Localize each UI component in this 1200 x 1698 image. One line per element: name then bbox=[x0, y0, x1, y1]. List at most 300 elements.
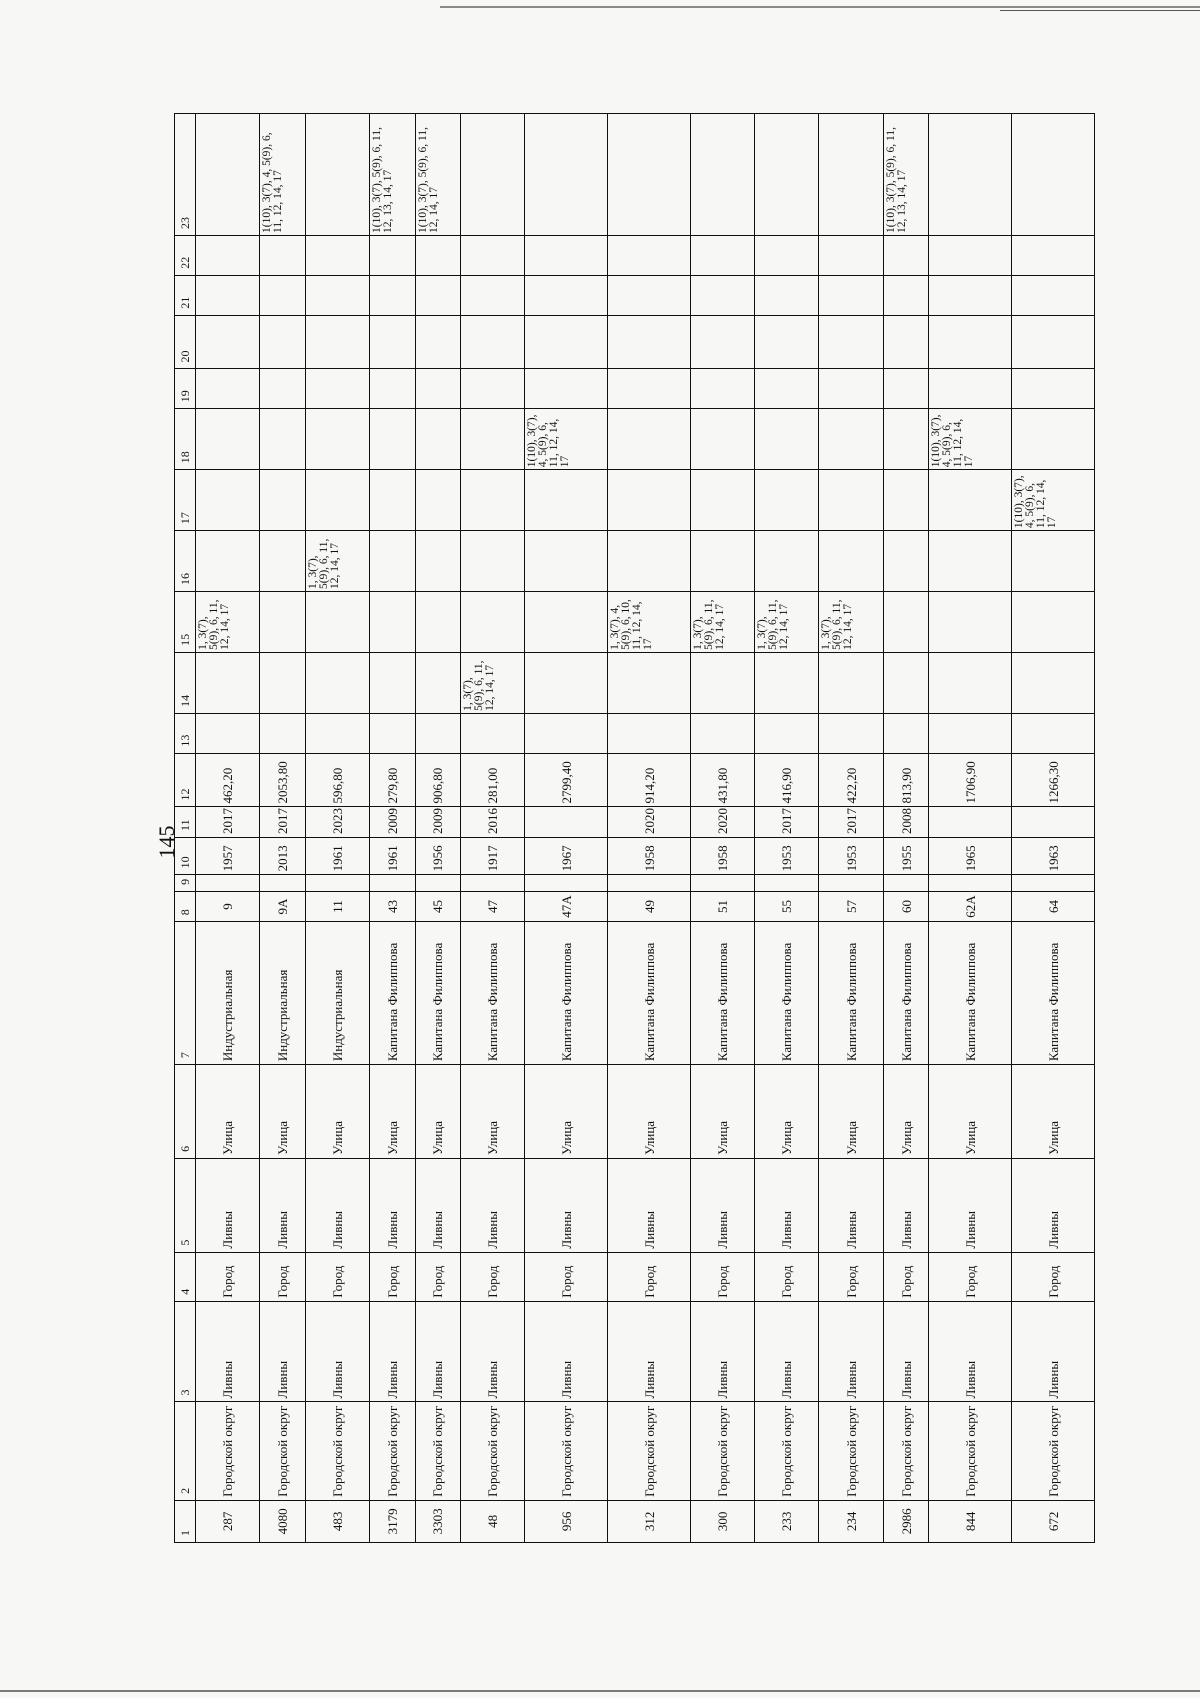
cell-c17 bbox=[819, 470, 883, 531]
cell-c20 bbox=[370, 315, 416, 369]
cell-settlement_type: Город bbox=[1012, 1252, 1095, 1301]
column-header-19: 19 bbox=[175, 369, 196, 409]
cell-c23 bbox=[608, 114, 691, 236]
table-row bbox=[260, 114, 306, 1543]
cell-c14 bbox=[415, 652, 461, 713]
cell-street_type: Улица bbox=[370, 1065, 416, 1159]
cell-c16 bbox=[461, 531, 525, 592]
cell-c9 bbox=[305, 875, 369, 891]
cell-city: Ливны bbox=[608, 1301, 691, 1402]
cell-c14 bbox=[196, 652, 260, 713]
cell-settlement_type: Город bbox=[755, 1252, 819, 1301]
cell-c17 bbox=[305, 470, 369, 531]
cell-c11: 2023 bbox=[305, 807, 369, 837]
cell-c20 bbox=[525, 315, 608, 369]
cell-district: Городской округ bbox=[691, 1402, 755, 1500]
cell-c19 bbox=[1012, 369, 1095, 409]
header-row bbox=[175, 114, 196, 1543]
cell-district: Городской округ bbox=[608, 1402, 691, 1500]
cell-house: 11 bbox=[305, 891, 369, 921]
cell-c11 bbox=[929, 807, 1012, 837]
cell-house: 43 bbox=[370, 891, 416, 921]
cell-street: Капитана Филиппова bbox=[415, 922, 461, 1065]
cell-c16 bbox=[929, 531, 1012, 592]
cell-c12: 1706,90 bbox=[929, 753, 1012, 807]
cell-settlement: Ливны bbox=[196, 1158, 260, 1252]
cell-id: 287 bbox=[196, 1500, 260, 1542]
cell-c13 bbox=[461, 713, 525, 753]
cell-district: Городской округ bbox=[260, 1402, 306, 1500]
cell-c21 bbox=[1012, 275, 1095, 315]
cell-c15 bbox=[461, 592, 525, 653]
cell-c12: 431,80 bbox=[691, 753, 755, 807]
column-header-21: 21 bbox=[175, 275, 196, 315]
cell-settlement_type: Город bbox=[461, 1252, 525, 1301]
cell-street_type: Улица bbox=[196, 1065, 260, 1159]
table-row bbox=[305, 114, 369, 1543]
cell-c14 bbox=[370, 652, 416, 713]
table-row bbox=[196, 114, 260, 1543]
cell-street_type: Улица bbox=[525, 1065, 608, 1159]
cell-c10: 1953 bbox=[755, 837, 819, 874]
cell-c18 bbox=[196, 409, 260, 470]
cell-c19 bbox=[525, 369, 608, 409]
cell-c15 bbox=[1012, 592, 1095, 653]
cell-c11: 2016 bbox=[461, 807, 525, 837]
column-header-5: 5 bbox=[175, 1158, 196, 1252]
cell-street_type: Улица bbox=[819, 1065, 883, 1159]
cell-street_type: Улица bbox=[260, 1065, 306, 1159]
cell-house: 64 bbox=[1012, 891, 1095, 921]
cell-c16: 1, 3(7), 5(9), 6, 11, 12, 14, 17 bbox=[305, 531, 369, 592]
column-header-6: 6 bbox=[175, 1065, 196, 1159]
cell-district: Городской округ bbox=[755, 1402, 819, 1500]
cell-street: Капитана Филиппова bbox=[755, 922, 819, 1065]
scan-edge-bottom bbox=[0, 1690, 1200, 1692]
cell-c13 bbox=[305, 713, 369, 753]
cell-id: 4080 bbox=[260, 1500, 306, 1542]
cell-c16 bbox=[691, 531, 755, 592]
table-row bbox=[370, 114, 416, 1543]
table-row bbox=[608, 114, 691, 1543]
cell-street: Капитана Филиппова bbox=[1012, 922, 1095, 1065]
cell-c15 bbox=[525, 592, 608, 653]
cell-c15 bbox=[929, 592, 1012, 653]
cell-city: Ливны bbox=[461, 1301, 525, 1402]
cell-street: Капитана Филиппова bbox=[525, 922, 608, 1065]
cell-c22 bbox=[461, 235, 525, 275]
cell-c9 bbox=[525, 875, 608, 891]
cell-c10: 1956 bbox=[415, 837, 461, 874]
cell-c17 bbox=[415, 470, 461, 531]
column-header-12: 12 bbox=[175, 753, 196, 807]
cell-house: 49 bbox=[608, 891, 691, 921]
cell-c13 bbox=[525, 713, 608, 753]
cell-c15: 1, 3(7), 5(9), 6, 11, 12, 14, 17 bbox=[755, 592, 819, 653]
cell-street: Капитана Филиппова bbox=[819, 922, 883, 1065]
column-header-18: 18 bbox=[175, 409, 196, 470]
cell-street: Капитана Филиппова bbox=[691, 922, 755, 1065]
cell-c11: 2008 bbox=[883, 807, 929, 837]
cell-settlement: Ливны bbox=[461, 1158, 525, 1252]
cell-street_type: Улица bbox=[883, 1065, 929, 1159]
cell-c10: 1961 bbox=[370, 837, 416, 874]
cell-c17 bbox=[691, 470, 755, 531]
cell-id: 48 bbox=[461, 1500, 525, 1542]
cell-district: Городской округ bbox=[819, 1402, 883, 1500]
cell-settlement: Ливны bbox=[305, 1158, 369, 1252]
cell-c17 bbox=[461, 470, 525, 531]
cell-district: Городской округ bbox=[929, 1402, 1012, 1500]
cell-district: Городской округ bbox=[1012, 1402, 1095, 1500]
cell-street_type: Улица bbox=[415, 1065, 461, 1159]
cell-c12: 906,80 bbox=[415, 753, 461, 807]
cell-c23: 1(10), 3(7), 5(9), 6, 11, 12, 13, 14, 17 bbox=[370, 114, 416, 236]
cell-c20 bbox=[1012, 315, 1095, 369]
cell-street_type: Улица bbox=[691, 1065, 755, 1159]
cell-c23 bbox=[819, 114, 883, 236]
cell-settlement_type: Город bbox=[525, 1252, 608, 1301]
cell-city: Ливны bbox=[260, 1301, 306, 1402]
cell-c13 bbox=[1012, 713, 1095, 753]
cell-c21 bbox=[883, 275, 929, 315]
cell-c21 bbox=[260, 275, 306, 315]
cell-c22 bbox=[691, 235, 755, 275]
cell-c21 bbox=[691, 275, 755, 315]
cell-settlement: Ливны bbox=[260, 1158, 306, 1252]
cell-c10: 1958 bbox=[691, 837, 755, 874]
cell-street_type: Улица bbox=[461, 1065, 525, 1159]
cell-city: Ливны bbox=[305, 1301, 369, 1402]
cell-c9 bbox=[755, 875, 819, 891]
cell-c14 bbox=[691, 652, 755, 713]
cell-c19 bbox=[819, 369, 883, 409]
cell-c23 bbox=[525, 114, 608, 236]
cell-settlement: Ливны bbox=[929, 1158, 1012, 1252]
cell-c13 bbox=[415, 713, 461, 753]
cell-c13 bbox=[608, 713, 691, 753]
cell-c9 bbox=[1012, 875, 1095, 891]
cell-district: Городской округ bbox=[415, 1402, 461, 1500]
cell-c11: 2017 bbox=[196, 807, 260, 837]
cell-c10: 1917 bbox=[461, 837, 525, 874]
cell-c23: 1(10), 3(7), 5(9), 6, 11, 12, 14, 17 bbox=[415, 114, 461, 236]
cell-c19 bbox=[883, 369, 929, 409]
cell-c23 bbox=[305, 114, 369, 236]
cell-settlement_type: Город bbox=[196, 1252, 260, 1301]
cell-c11: 2017 bbox=[260, 807, 306, 837]
cell-c22 bbox=[608, 235, 691, 275]
cell-c18 bbox=[883, 409, 929, 470]
cell-c12: 2799,40 bbox=[525, 753, 608, 807]
cell-district: Городской округ bbox=[196, 1402, 260, 1500]
cell-c20 bbox=[461, 315, 525, 369]
column-header-2: 2 bbox=[175, 1402, 196, 1500]
cell-district: Городской округ bbox=[370, 1402, 416, 1500]
cell-c18: 1(10), 3(7), 4, 5(9), 6, 11, 12, 14, 17 bbox=[525, 409, 608, 470]
cell-street_type: Улица bbox=[608, 1065, 691, 1159]
cell-id: 312 bbox=[608, 1500, 691, 1542]
cell-settlement: Ливны bbox=[415, 1158, 461, 1252]
cell-c20 bbox=[883, 315, 929, 369]
cell-c16 bbox=[525, 531, 608, 592]
table-row bbox=[883, 114, 929, 1543]
cell-c18 bbox=[415, 409, 461, 470]
table-row bbox=[819, 114, 883, 1543]
cell-c15 bbox=[305, 592, 369, 653]
cell-c17: 1(10), 3(7), 4, 5(9), 6, 11, 12, 14, 17 bbox=[1012, 470, 1095, 531]
cell-house: 9 bbox=[196, 891, 260, 921]
cell-c19 bbox=[461, 369, 525, 409]
cell-id: 3179 bbox=[370, 1500, 416, 1542]
cell-house: 9А bbox=[260, 891, 306, 921]
cell-c21 bbox=[196, 275, 260, 315]
cell-c22 bbox=[1012, 235, 1095, 275]
cell-c10: 1965 bbox=[929, 837, 1012, 874]
cell-c11: 2020 bbox=[608, 807, 691, 837]
cell-c11: 2009 bbox=[415, 807, 461, 837]
column-header-10: 10 bbox=[175, 837, 196, 874]
cell-house: 47 bbox=[461, 891, 525, 921]
cell-street_type: Улица bbox=[1012, 1065, 1095, 1159]
cell-c19 bbox=[370, 369, 416, 409]
cell-id: 233 bbox=[755, 1500, 819, 1542]
cell-c22 bbox=[196, 235, 260, 275]
cell-c16 bbox=[415, 531, 461, 592]
cell-district: Городской округ bbox=[525, 1402, 608, 1500]
cell-c17 bbox=[196, 470, 260, 531]
column-header-11: 11 bbox=[175, 807, 196, 837]
cell-c16 bbox=[883, 531, 929, 592]
cell-c9 bbox=[819, 875, 883, 891]
cell-c10: 1953 bbox=[819, 837, 883, 874]
cell-c17 bbox=[883, 470, 929, 531]
cell-c18 bbox=[755, 409, 819, 470]
column-header-4: 4 bbox=[175, 1252, 196, 1301]
cell-district: Городской округ bbox=[883, 1402, 929, 1500]
cell-city: Ливны bbox=[415, 1301, 461, 1402]
cell-c13 bbox=[755, 713, 819, 753]
cell-settlement_type: Город bbox=[305, 1252, 369, 1301]
cell-c13 bbox=[370, 713, 416, 753]
cell-c17 bbox=[260, 470, 306, 531]
cell-c9 bbox=[608, 875, 691, 891]
column-header-16: 16 bbox=[175, 531, 196, 592]
cell-c22 bbox=[260, 235, 306, 275]
cell-settlement: Ливны bbox=[608, 1158, 691, 1252]
cell-c18 bbox=[1012, 409, 1095, 470]
cell-c15: 1, 3(7), 5(9), 6, 11, 12, 14, 17 bbox=[691, 592, 755, 653]
cell-c22 bbox=[305, 235, 369, 275]
cell-city: Ливны bbox=[1012, 1301, 1095, 1402]
table-body bbox=[196, 114, 1095, 1543]
cell-id: 956 bbox=[525, 1500, 608, 1542]
table-row bbox=[755, 114, 819, 1543]
cell-id: 2986 bbox=[883, 1500, 929, 1542]
cell-c14 bbox=[260, 652, 306, 713]
cell-street: Индустриальная bbox=[260, 922, 306, 1065]
cell-settlement: Ливны bbox=[755, 1158, 819, 1252]
housing-register-table bbox=[174, 113, 1095, 1543]
cell-c17 bbox=[755, 470, 819, 531]
cell-c14 bbox=[305, 652, 369, 713]
cell-c21 bbox=[525, 275, 608, 315]
cell-settlement: Ливны bbox=[1012, 1158, 1095, 1252]
cell-city: Ливны bbox=[883, 1301, 929, 1402]
cell-settlement_type: Город bbox=[608, 1252, 691, 1301]
cell-id: 300 bbox=[691, 1500, 755, 1542]
cell-id: 672 bbox=[1012, 1500, 1095, 1542]
cell-c14 bbox=[755, 652, 819, 713]
cell-c16 bbox=[755, 531, 819, 592]
cell-street_type: Улица bbox=[305, 1065, 369, 1159]
column-header-8: 8 bbox=[175, 891, 196, 921]
cell-c12: 914,20 bbox=[608, 753, 691, 807]
cell-c20 bbox=[305, 315, 369, 369]
cell-c10: 1961 bbox=[305, 837, 369, 874]
cell-house: 47А bbox=[525, 891, 608, 921]
column-header-20: 20 bbox=[175, 315, 196, 369]
cell-c22 bbox=[819, 235, 883, 275]
cell-c10: 1963 bbox=[1012, 837, 1095, 874]
cell-c19 bbox=[305, 369, 369, 409]
cell-c20 bbox=[755, 315, 819, 369]
cell-c14: 1, 3(7), 5(9), 6, 11, 12, 14, 17 bbox=[461, 652, 525, 713]
cell-c18 bbox=[305, 409, 369, 470]
column-header-7: 7 bbox=[175, 922, 196, 1065]
scan-edge-top bbox=[440, 6, 1200, 8]
cell-house: 45 bbox=[415, 891, 461, 921]
cell-c11: 2017 bbox=[819, 807, 883, 837]
cell-c22 bbox=[415, 235, 461, 275]
cell-house: 51 bbox=[691, 891, 755, 921]
column-header-22: 22 bbox=[175, 235, 196, 275]
cell-c17 bbox=[929, 470, 1012, 531]
cell-c22 bbox=[525, 235, 608, 275]
cell-c15: 1, 3(7), 5(9), 6, 11, 12, 14, 17 bbox=[819, 592, 883, 653]
cell-c9 bbox=[883, 875, 929, 891]
cell-c23 bbox=[461, 114, 525, 236]
cell-settlement_type: Город bbox=[370, 1252, 416, 1301]
cell-settlement_type: Город bbox=[819, 1252, 883, 1301]
cell-city: Ливны bbox=[525, 1301, 608, 1402]
cell-c14 bbox=[819, 652, 883, 713]
cell-c10: 1955 bbox=[883, 837, 929, 874]
cell-city: Ливны bbox=[691, 1301, 755, 1402]
cell-c22 bbox=[929, 235, 1012, 275]
cell-c16 bbox=[1012, 531, 1095, 592]
cell-c15 bbox=[883, 592, 929, 653]
cell-c13 bbox=[196, 713, 260, 753]
cell-district: Городской округ bbox=[305, 1402, 369, 1500]
cell-settlement_type: Город bbox=[883, 1252, 929, 1301]
table-row bbox=[525, 114, 608, 1543]
cell-c23 bbox=[929, 114, 1012, 236]
cell-house: 55 bbox=[755, 891, 819, 921]
cell-id: 483 bbox=[305, 1500, 369, 1542]
column-header-14: 14 bbox=[175, 652, 196, 713]
cell-c23: 1(10), 3(7), 5(9), 6, 11, 12, 13, 14, 17 bbox=[883, 114, 929, 236]
cell-c18 bbox=[608, 409, 691, 470]
cell-settlement_type: Город bbox=[415, 1252, 461, 1301]
table-row bbox=[691, 114, 755, 1543]
cell-c14 bbox=[1012, 652, 1095, 713]
cell-house: 62А bbox=[929, 891, 1012, 921]
cell-c12: 1266,30 bbox=[1012, 753, 1095, 807]
cell-c23 bbox=[755, 114, 819, 236]
cell-street: Капитана Филиппова bbox=[929, 922, 1012, 1065]
cell-c20 bbox=[608, 315, 691, 369]
cell-c9 bbox=[461, 875, 525, 891]
table-row bbox=[415, 114, 461, 1543]
cell-house: 60 bbox=[883, 891, 929, 921]
cell-c21 bbox=[415, 275, 461, 315]
cell-c13 bbox=[819, 713, 883, 753]
cell-c18 bbox=[260, 409, 306, 470]
cell-settlement: Ливны bbox=[819, 1158, 883, 1252]
cell-c11: 2009 bbox=[370, 807, 416, 837]
cell-c13 bbox=[929, 713, 1012, 753]
cell-c14 bbox=[883, 652, 929, 713]
cell-c16 bbox=[370, 531, 416, 592]
cell-c12: 462,20 bbox=[196, 753, 260, 807]
cell-settlement_type: Город bbox=[691, 1252, 755, 1301]
cell-c18 bbox=[691, 409, 755, 470]
column-header-1: 1 bbox=[175, 1500, 196, 1542]
column-header-13: 13 bbox=[175, 713, 196, 753]
cell-c22 bbox=[370, 235, 416, 275]
cell-c9 bbox=[929, 875, 1012, 891]
cell-settlement: Ливны bbox=[883, 1158, 929, 1252]
cell-settlement: Ливны bbox=[691, 1158, 755, 1252]
cell-c21 bbox=[370, 275, 416, 315]
table-row bbox=[461, 114, 525, 1543]
cell-c20 bbox=[196, 315, 260, 369]
cell-c12: 596,80 bbox=[305, 753, 369, 807]
cell-street: Индустриальная bbox=[305, 922, 369, 1065]
cell-c15: 1, 3(7), 4, 5(9), 6, 10, 11, 12, 14, 17 bbox=[608, 592, 691, 653]
cell-c9 bbox=[370, 875, 416, 891]
cell-street: Капитана Филиппова bbox=[608, 922, 691, 1065]
cell-c14 bbox=[929, 652, 1012, 713]
cell-id: 844 bbox=[929, 1500, 1012, 1542]
cell-c16 bbox=[260, 531, 306, 592]
cell-c20 bbox=[929, 315, 1012, 369]
cell-c12: 416,90 bbox=[755, 753, 819, 807]
cell-street: Капитана Филиппова bbox=[370, 922, 416, 1065]
cell-c19 bbox=[608, 369, 691, 409]
cell-c17 bbox=[370, 470, 416, 531]
cell-c9 bbox=[415, 875, 461, 891]
column-header-9: 9 bbox=[175, 875, 196, 891]
table-row bbox=[929, 114, 1012, 1543]
cell-city: Ливны bbox=[196, 1301, 260, 1402]
cell-c15: 1, 3(7), 5(9), 6, 11, 12, 14, 17 bbox=[196, 592, 260, 653]
cell-c17 bbox=[525, 470, 608, 531]
cell-c18 bbox=[461, 409, 525, 470]
column-header-15: 15 bbox=[175, 592, 196, 653]
cell-settlement_type: Город bbox=[260, 1252, 306, 1301]
cell-city: Ливны bbox=[819, 1301, 883, 1402]
cell-c14 bbox=[608, 652, 691, 713]
cell-house: 57 bbox=[819, 891, 883, 921]
scan-edge-top-right bbox=[1000, 10, 1200, 11]
cell-id: 3303 bbox=[415, 1500, 461, 1542]
cell-c10: 1958 bbox=[608, 837, 691, 874]
cell-c16 bbox=[196, 531, 260, 592]
cell-c21 bbox=[461, 275, 525, 315]
cell-c20 bbox=[691, 315, 755, 369]
